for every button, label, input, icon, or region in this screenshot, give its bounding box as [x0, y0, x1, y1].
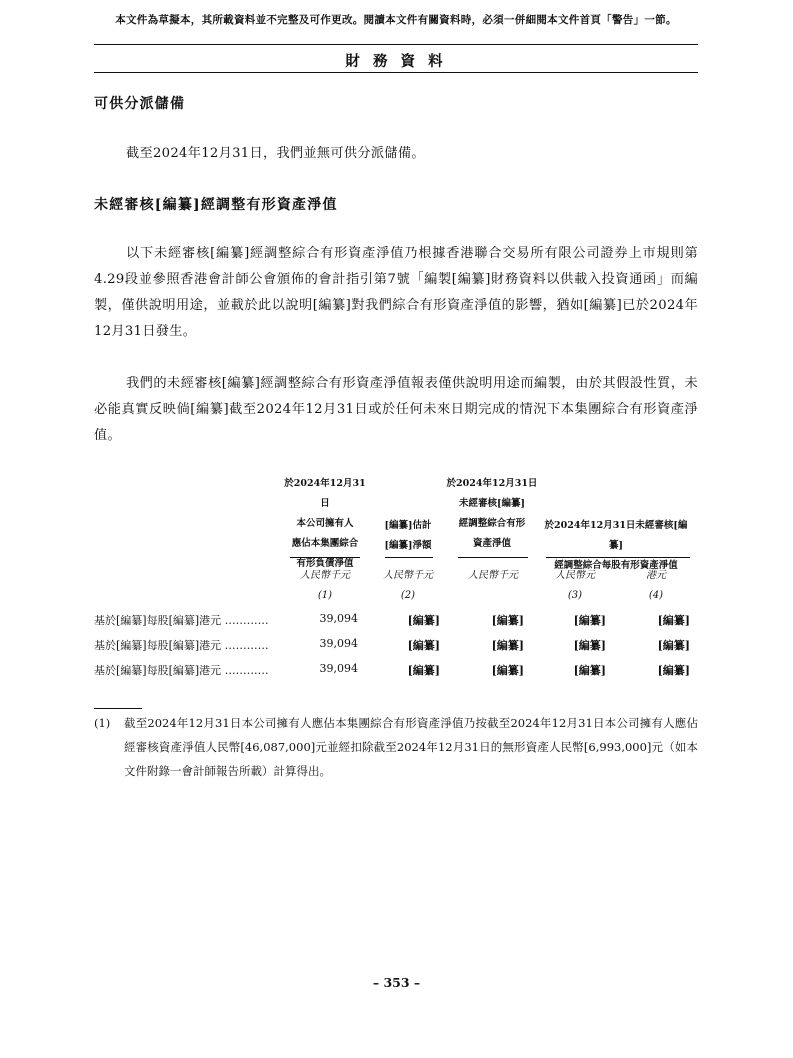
unit-col3: 人民幣千元 — [468, 570, 518, 581]
table-header-col45: 於2024年12月31日未經審核[編纂] 經調整綜合每股有形資產淨值 — [544, 520, 688, 571]
col1-underline — [290, 557, 360, 558]
table-cell: [編纂] — [573, 664, 606, 677]
table-cell: 39,094 — [319, 662, 358, 675]
footnote-number: (1) — [94, 716, 111, 730]
note-ref-col2: (2) — [400, 590, 416, 601]
table-cell: [編纂] — [407, 614, 440, 627]
heading-distributable-reserves: 可供分派儲備 — [94, 96, 186, 112]
unit-col1: 人民幣千元 — [300, 570, 350, 581]
table-row-label: 基於[編纂]每股[編纂]港元 ………… — [94, 614, 269, 627]
note-ref-col5: (4) — [648, 590, 664, 601]
paragraph-pro-forma-purpose: 我們的未經審核[編纂]經調整綜合有形資產淨值報表僅供說明用途而編製，由於其假設性質，未必能真實反映倘[編纂]截至2024年12月31日或於任何未來日期完成的情況下本集團綜合有形資產淨值。 — [94, 376, 698, 443]
table-row-label: 基於[編纂]每股[編纂]港元 ………… — [94, 664, 269, 677]
col2-underline — [385, 557, 433, 558]
page-number: – 353 – — [372, 975, 421, 990]
table-cell: [編纂] — [657, 614, 690, 627]
table-cell: [編纂] — [657, 664, 690, 677]
table-cell: [編纂] — [407, 664, 440, 677]
table-cell: [編纂] — [491, 614, 524, 627]
section-title: 財 務 資 料 — [345, 53, 447, 70]
table-cell: [編纂] — [573, 639, 606, 652]
unit-col4: 人民幣元 — [555, 570, 595, 581]
paragraph-distributable-reserves: 截至2024年12月31日，我們並無可供分派儲備。 — [126, 146, 425, 161]
footnote-text: 截至2024年12月31日本公司擁有人應佔本集團綜合有形資產淨值乃按截至2024年12月31日本公司擁有人應佔經審核資產淨值人民幣[46,087,000]元並經扣除截至2024年12月31日的無形資產人民幣[6,993,000]元（如本文件附錄一會計師報告所載）計算得出。 — [124, 716, 698, 778]
table-cell: [編纂] — [657, 639, 690, 652]
paragraph-pro-forma-basis: 以下未經審核[編纂]經調整綜合有形資產淨值乃根據香港聯合交易所有限公司證券上市規則第4.29段並參照香港會計師公會頒佈的會計指引第7號「編製[編纂]財務資料以供載入投資通函」而編製，僅供說明用途，並載於此以說明[編纂]對我們綜合有形資產淨值的影響，猶如[編纂]已於2024年12月31日發生。 — [94, 246, 698, 339]
note-ref-col1: (1) — [317, 590, 333, 601]
col45-underline — [546, 557, 690, 558]
title-rule-bottom — [94, 72, 698, 73]
table-cell: [編纂] — [573, 614, 606, 627]
table-header-col3: 於2024年12月31日 未經審核[編纂] 經調整綜合有形 資產淨值 — [446, 478, 538, 549]
table-cell: 39,094 — [319, 612, 358, 625]
table-cell: 39,094 — [319, 637, 358, 650]
table-cell: [編纂] — [407, 639, 440, 652]
col3-underline — [458, 557, 528, 558]
title-rule-top — [94, 44, 698, 45]
table-cell: [編纂] — [491, 639, 524, 652]
table-row-label: 基於[編纂]每股[編纂]港元 ………… — [94, 639, 269, 652]
unit-col2: 人民幣千元 — [383, 570, 433, 581]
heading-pro-forma-nta: 未經審核[編纂]經調整有形資產淨值 — [94, 197, 338, 213]
note-ref-col4: (3) — [567, 590, 583, 601]
table-header-col2: [編纂]估計 [編纂]淨額 — [384, 520, 432, 551]
table-cell: [編纂] — [491, 664, 524, 677]
draft-notice: 本文件為草擬本，其所載資料並不完整及可作更改。閱讀本文件有關資料時，必須一併細閱本文件首頁「警告」一節。 — [115, 14, 677, 26]
unit-col5: 港元 — [646, 570, 666, 581]
footnote-rule — [94, 708, 142, 709]
table-header-col1: 於2024年12月31日 本公司擁有人 應佔本集團綜合 有形負債淨值 — [284, 478, 366, 569]
